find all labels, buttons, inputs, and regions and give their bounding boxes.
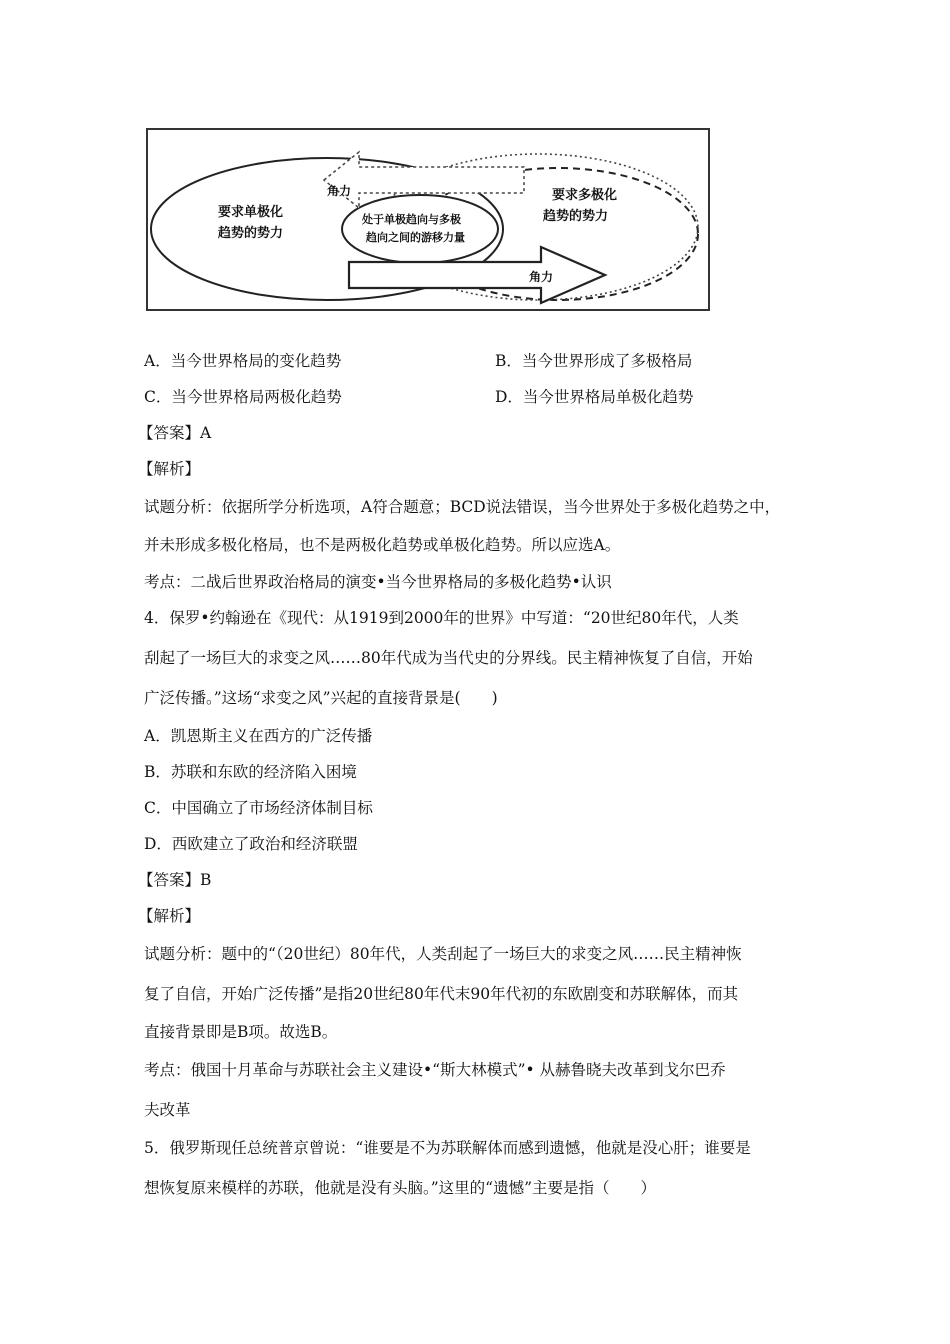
- q4-stem-line-1: 4．保罗•约翰逊在《现代：从1919到2000年的世界》中写道：“20世纪80年代，人类: [144, 609, 739, 627]
- q4-analysis-heading: 【解析】: [138, 907, 201, 925]
- swing-label-1: 处于单极趋向与多极: [362, 213, 461, 226]
- q4-kaodian-line-2: 夫改革: [144, 1101, 191, 1119]
- q5-stem-line-2: 想恢复原来模样的苏联，他就是没有头脑。”这里的“遗憾”主要是指（ ）: [144, 1179, 657, 1197]
- q4-option-c: C．中国确立了市场经济体制目标: [144, 799, 373, 817]
- unipolar-label-1: 要求单极化: [218, 205, 284, 220]
- q3-analysis-line-1: 试题分析：依据所学分析选项，A符合题意；BCD说法错误，当今世界处于多极化趋势之中，: [144, 498, 781, 516]
- q5-stem-line-1: 5．俄罗斯现任总统普京曾说：“谁要是不为苏联解体而感到遗憾，他就是没心肝；谁要是: [144, 1139, 751, 1157]
- q4-option-a: A．凯恩斯主义在西方的广泛传播: [144, 727, 373, 745]
- q3-analysis-heading: 【解析】: [138, 460, 201, 478]
- swing-ellipse: [342, 195, 498, 263]
- q4-analysis-line-1: 试题分析：题中的“（20世纪）80年代，人类刮起了一场巨大的求变之风……民主精神恢: [144, 945, 742, 963]
- bottom-arrow-label: 角力: [529, 270, 554, 284]
- q4-answer: 【答案】B: [138, 871, 212, 889]
- q4-analysis-line-3: 直接背景即是B项。故选B。: [144, 1023, 338, 1041]
- power-diagram: [146, 128, 710, 311]
- q4-analysis-line-2: 复了自信，开始广泛传播”是指20世纪80年代末90年代初的东欧剧变和苏联解体，而其: [144, 985, 739, 1003]
- q4-stem-line-2: 刮起了一场巨大的求变之风……80年代成为当代史的分界线。民主精神恢复了自信，开始: [144, 649, 753, 667]
- q3-analysis-line-2: 并未形成多极化格局，也不是两极化趋势或单极化趋势。所以应选A。: [144, 536, 621, 554]
- top-arrow-label: 角力: [327, 184, 352, 198]
- unipolar-label-2: 趋势的势力: [218, 226, 284, 241]
- q4-stem-line-3: 广泛传播。”这场“求变之风”兴起的直接背景是( ): [144, 689, 498, 707]
- multipolar-label-2: 趋势的势力: [543, 209, 609, 224]
- q3-option-b: B．当今世界形成了多极格局: [495, 352, 693, 370]
- q4-option-d: D．西欧建立了政治和经济联盟: [144, 835, 358, 853]
- swing-label-2: 趋向之间的游移力量: [366, 231, 465, 244]
- q4-kaodian-line-1: 考点：俄国十月革命与苏联社会主义建设•“斯大林模式”• 从赫鲁晓夫改革到戈尔巴乔: [144, 1061, 726, 1079]
- multipolar-label-1: 要求多极化: [552, 188, 618, 203]
- q3-answer: 【答案】A: [138, 424, 212, 442]
- q3-kaodian: 考点：二战后世界政治格局的演变•当今世界格局的多极化趋势•认识: [144, 573, 612, 591]
- diagram-svg: [146, 128, 710, 311]
- q3-option-a: A．当今世界格局的变化趋势: [144, 352, 342, 370]
- q3-option-d: D．当今世界格局单极化趋势: [495, 388, 694, 406]
- q3-option-c: C．当今世界格局两极化趋势: [144, 388, 342, 406]
- q4-option-b: B．苏联和东欧的经济陷入困境: [144, 763, 357, 781]
